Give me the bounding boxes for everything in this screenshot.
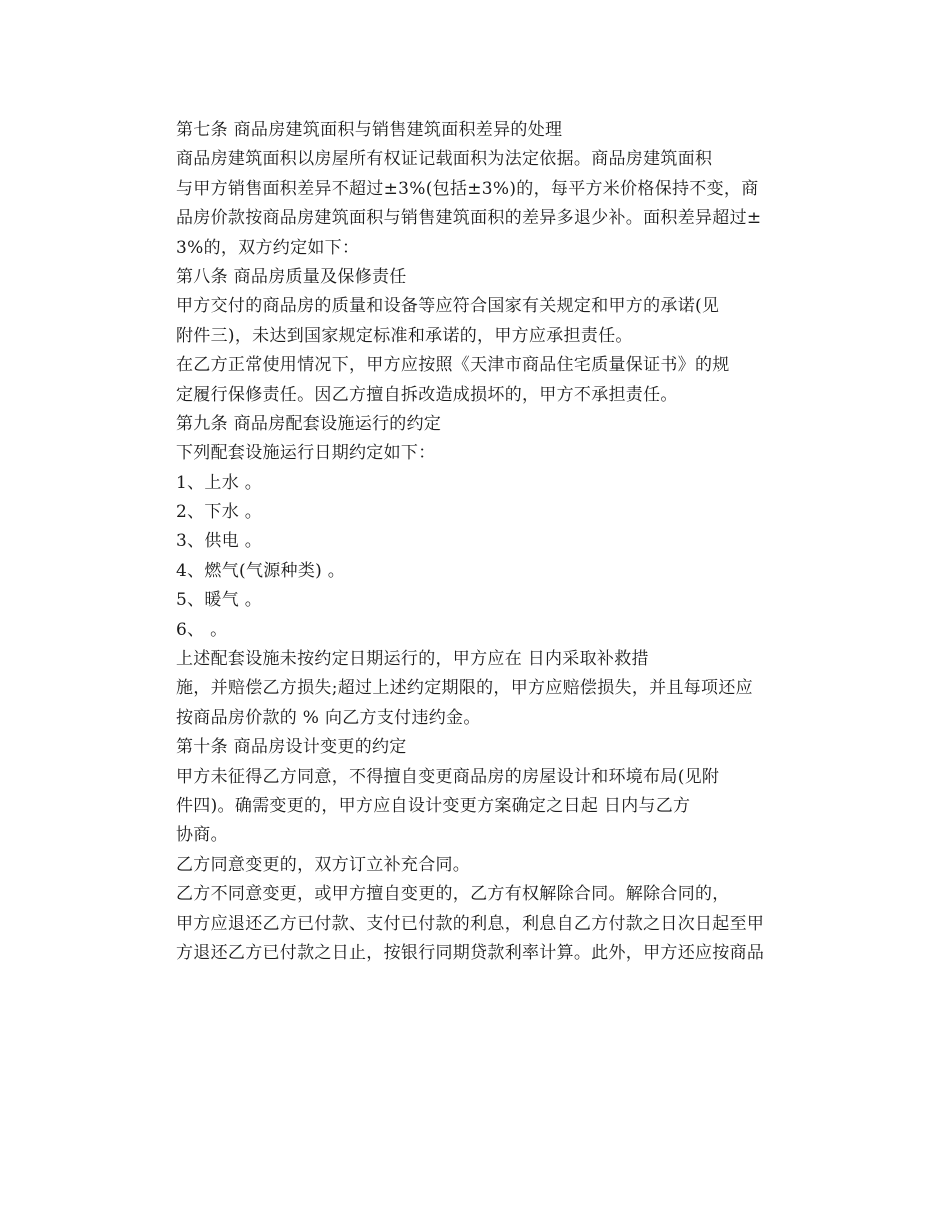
- paragraph-line: 品房价款按商品房建筑面积与销售建筑面积的差异多退少补。面积差异超过±: [176, 208, 762, 229]
- article-9-heading: 第九条 商品房配套设施运行的约定: [176, 413, 442, 434]
- list-item: 2、下水 。: [176, 502, 263, 523]
- paragraph-line: 甲方交付的商品房的质量和设备等应符合国家有关规定和甲方的承诺(见: [176, 296, 720, 317]
- paragraph-line: 3%的，双方约定如下：: [176, 237, 360, 258]
- paragraph-line: 与甲方销售面积差异不超过±3%(包括±3%)的，每平方米价格保持不变，商: [176, 178, 759, 199]
- article-10-heading: 第十条 商品房设计变更的约定: [176, 737, 407, 758]
- paragraph-line: 施，并赔偿乙方损失;超过上述约定期限的，甲方应赔偿损失，并且每项还应: [176, 678, 753, 699]
- paragraph-line: 按商品房价款的 % 向乙方支付违约金。: [176, 707, 481, 728]
- paragraph-line: 协商。: [176, 825, 228, 846]
- article-8-heading: 第八条 商品房质量及保修责任: [176, 266, 407, 287]
- paragraph-line: 乙方同意变更的，双方订立补充合同。: [176, 854, 471, 875]
- paragraph-line: 下列配套设施运行日期约定如下：: [176, 443, 436, 464]
- list-item: 6、 。: [176, 619, 228, 640]
- paragraph-line: 甲方应退还乙方已付款、支付已付款的利息，利息自乙方付款之日次日起至甲: [176, 913, 765, 934]
- paragraph-line: 上述配套设施未按约定日期运行的，甲方应在 日内采取补救措: [176, 649, 649, 670]
- paragraph-line: 方退还乙方已付款之日止，按银行同期贷款利率计算。此外，甲方还应按商品: [176, 942, 765, 963]
- list-item: 1、上水 。: [176, 472, 263, 493]
- article-7-heading: 第七条 商品房建筑面积与销售建筑面积差异的处理: [176, 120, 563, 140]
- paragraph-line: 商品房建筑面积以房屋所有权证记载面积为法定依据。商品房建筑面积: [176, 149, 713, 170]
- list-item: 5、暖气 。: [176, 590, 263, 611]
- paragraph-line: 定履行保修责任。因乙方擅自拆改造成损坏的，甲方不承担责任。: [176, 384, 678, 405]
- paragraph-line: 乙方不同意变更，或甲方擅自变更的，乙方有权解除合同。解除合同的，: [176, 884, 730, 905]
- paragraph-line: 件四)。确需变更的，甲方应自设计变更方案确定之日起 日内与乙方: [176, 795, 691, 816]
- document-body: [176, 116, 816, 968]
- paragraph-line: 在乙方正常使用情况下，甲方应按照《天津市商品住宅质量保证书》的规: [176, 355, 730, 376]
- list-item: 4、燃气(气源种类) 。: [176, 560, 346, 581]
- list-item: 3、供电 。: [176, 531, 263, 552]
- paragraph-line: 甲方未征得乙方同意，不得擅自变更商品房的房屋设计和环境布局(见附: [176, 766, 720, 787]
- paragraph-line: 附件三)，未达到国家规定标准和承诺的，甲方应承担责任。: [176, 325, 633, 346]
